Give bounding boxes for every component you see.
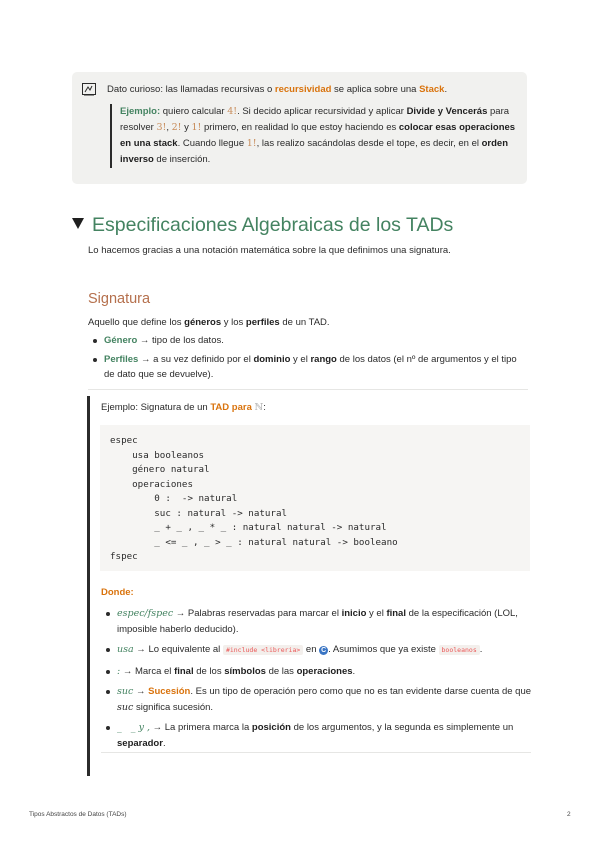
example-quote-block (87, 396, 531, 776)
footer-title: Tipos Abstractos de Datos (TADs) (29, 811, 127, 818)
page-number: 2 (567, 811, 571, 818)
list-item: espec/fspec → Palabras reservadas para marcar el inicio y el final de la especificación (LOL, imposible haberlo deducido). (101, 606, 531, 637)
code-line: 0 : -> natural (110, 493, 238, 504)
callout-box (72, 72, 527, 184)
code-line: espec (110, 435, 138, 446)
donde-label: Donde: (101, 587, 134, 598)
code-line: operaciones (110, 478, 193, 490)
toggle-triangle-icon[interactable] (72, 218, 84, 229)
intro-text: Lo hacemos gracias a una notación matemática sobre la que definimos una signatura. (88, 245, 451, 256)
list-item: usa → Lo equivalente al #include <libreria> en C . Asumimos que ya existe booleanos . (101, 642, 531, 659)
c-language-icon: C (321, 647, 327, 654)
donde-list (101, 606, 531, 756)
divider (101, 752, 531, 753)
callout-heading: Dato curioso: las llamadas recursivas o recursividad se aplica sobre una Stack. (107, 84, 448, 95)
subsection-title: Signatura (88, 291, 151, 307)
code-line: _ + _ , _ * _ : natural natural -> natural (110, 522, 387, 533)
list-item: : → Marca el final de los símbolos de las operaciones. (101, 664, 531, 680)
code-block (100, 425, 530, 571)
code-line: fspec (110, 551, 138, 562)
list-item: suc → Sucesión. Es un tipo de operación pero como que no es tan evidente darse cuenta de que suc significa sucesión. (101, 684, 531, 715)
signatura-description: Aquello que define los géneros y los perfiles de un TAD. (88, 317, 330, 328)
section-heading-toggle[interactable] (72, 214, 453, 237)
code-line: _ <= _ , _ > _ : natural natural -> booleano (110, 536, 398, 548)
list-item: Género → tipo de los datos. (88, 333, 528, 348)
callout-quote: Ejemplo: quiero calcular 4!. Si decido aplicar recursividad y aplicar Divide y Vencerás para resolver 3!, 2! y 1! primero, en realidad lo que estoy haciendo es colocar esas operaciones en una stack. Cuando llegue 1!, las realizo sacándolas desde el tope, es decir, en el orden inverso de inserción. (110, 104, 520, 168)
code-line: suc : natural -> natural (110, 507, 288, 519)
code-line: género natural (110, 464, 210, 475)
list-item: _ _ y , → La primera marca la posición de los argumentos, y la segunda es simplemente un separador. (101, 720, 531, 751)
list-item: Perfiles → a su vez definido por el dominio y el rango de los datos (el nº de argumentos y el tipo de dato que se devuelve). (88, 352, 528, 382)
code-line: usa booleanos (110, 449, 205, 461)
example-title: Ejemplo: Signatura de un TAD para ℕ: (101, 402, 266, 413)
divider (88, 389, 528, 390)
board-icon (82, 83, 96, 96)
signatura-list (88, 333, 528, 386)
section-title: Especificaciones Algebraicas de los TADs (92, 214, 454, 236)
